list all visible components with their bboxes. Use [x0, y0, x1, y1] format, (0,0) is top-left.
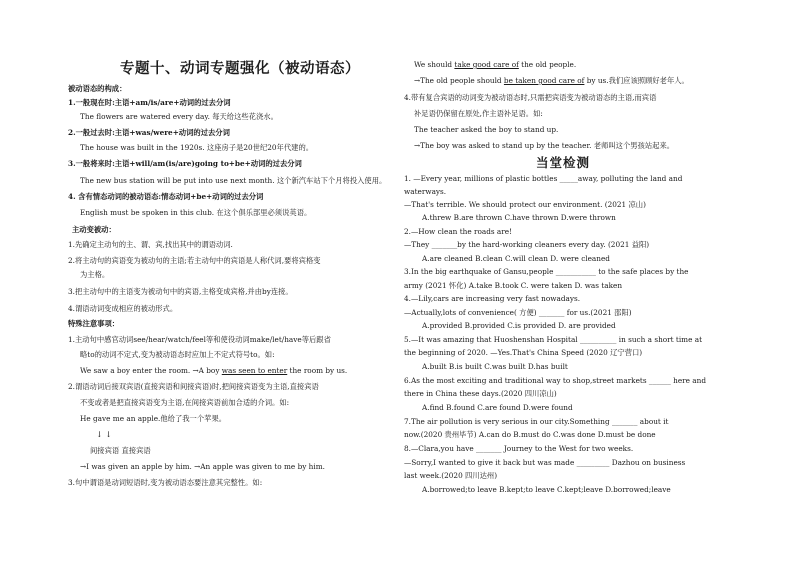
question-line: 8.—Clara,you have _______ Journey to the West for two weeks. — [404, 444, 634, 453]
form-example: The new bus station will be put into use next month. 这个新汽车站下个月将投入使用。 — [80, 176, 387, 185]
question-line: there in China these days.(2020 四川凉山) — [404, 389, 557, 398]
section-title: 当堂检测 — [536, 155, 591, 170]
special-text: 不变或者是把直接宾语变为主语,在间接宾语前加合适的介词。如: — [80, 398, 290, 407]
example-text: We saw a boy enter the room. →A boy — [80, 366, 222, 375]
answer-options: A.provided B.provided C.is provided D. are provided — [422, 321, 616, 330]
example-text: by us.我们应该照顾好老年人。 — [584, 76, 689, 85]
object-labels: 间接宾语 直接宾语 — [90, 446, 151, 455]
special-example — [414, 60, 576, 70]
page-title: 专题十、动词专题强化（被动语态） — [120, 60, 360, 77]
underlined-phrase: was seen to enter — [221, 366, 288, 375]
convert-step: 为主格。 — [80, 270, 110, 279]
question-line: 6.As the most exciting and traditional way to shop,street markets ______ here and — [404, 376, 706, 385]
special-text: 4.带有复合宾语的动词变为被动语态时,只需把宾语变为被动语态的主语,而宾语 — [404, 93, 657, 102]
convert-step: 2.将主动句的宾语变为被动句的主语;若主动句中的宾语是人称代词,要将宾格变 — [68, 256, 321, 265]
question-line: waterways. — [404, 187, 447, 196]
question-line: 5.—It was amazing that Huoshenshan Hospital __________ in such a short time at — [404, 335, 703, 344]
convert-heading: 主动变被动： — [72, 225, 116, 234]
answer-options: A.threw B.are thrown C.have thrown D.were thrown — [422, 213, 616, 222]
question-line: 1. —Every year, millions of plastic bottles _____away, polluting the land and — [404, 174, 683, 183]
convert-step: 3.把主动句中的主语变为被动句中的宾语,主格变成宾格,并由by连接。 — [68, 287, 293, 296]
forms-heading: 被动语态的构成： — [68, 84, 127, 93]
question-line: the beginning of 2020. —Yes.That's China Speed (2020 辽宁营口) — [404, 348, 643, 357]
answer-options: A.borrowed;to leave B.kept;to leave C.kept;leave D.borrowed;leave — [422, 485, 671, 494]
question-line: 2.—How clean the roads are! — [404, 227, 513, 236]
form-example: The house was built in the 1920s. 这座房子是20世纪20年代建的。 — [80, 143, 314, 152]
convert-step: 1.先确定主动句的主、谓、宾,找出其中的谓语动词. — [68, 240, 233, 249]
form-rule: 2.一般过去时:主语+was/were+动词的过去分词 — [68, 128, 230, 137]
answer-options: A.find B.found C.are found D.were found — [422, 403, 573, 412]
down-arrow-icon: ↓ ↓ — [96, 430, 112, 439]
special-example — [80, 366, 347, 376]
question-line: last week.(2020 四川达州) — [404, 471, 498, 480]
example-text: →The old people should — [414, 76, 504, 85]
underlined-phrase: take good care of — [454, 60, 519, 69]
question-line: army (2021 怀化) A.take B.took C. were taken D. was taken — [404, 281, 623, 290]
question-line: —Sorry,I wanted to give it back but was made _________ Dazhou on business — [404, 458, 686, 467]
special-example: The teacher asked the boy to stand up. — [414, 125, 559, 134]
special-text: 略to的动词不定式,变为被动语态时应加上不定式符号to。如: — [80, 350, 275, 359]
special-text: 补足语仍保留在原处,作主语补足语。如: — [414, 109, 543, 118]
question-line: —They _______by the hard-working cleaners every day. (2021 益阳) — [404, 240, 650, 249]
form-rule: 1.一般现在时:主语+am/is/are+动词的过去分词 — [68, 98, 231, 107]
underlined-phrase: be taken good care of — [503, 76, 585, 85]
special-example: →I was given an apple by him. →An apple was given to me by him. — [80, 462, 325, 471]
question-line: 4.—Lily,cars are increasing very fast nowadays. — [404, 294, 581, 303]
example-text: the old people. — [518, 60, 577, 69]
convert-step: 4.谓语动词变成相应的被动形式。 — [68, 304, 178, 313]
special-example: He gave me an apple.他给了我一个苹果。 — [80, 414, 227, 423]
answer-options: A.are cleaned B.clean C.will clean D. were cleaned — [422, 254, 610, 263]
special-heading: 特殊注意事项： — [68, 319, 120, 328]
question-line: 7.The air pollution is very serious in our city.Something _______ about it — [404, 417, 669, 426]
question-line: now.(2020 贵州毕节) A.can do B.must do C.was done D.must be done — [404, 430, 656, 439]
special-text: 1.主动句中感官动词see/hear/watch/feel等和使役动词make/let/have等后跟省 — [68, 335, 331, 344]
form-rule: 3.一般将来时:主语+will/am(is/are)going to+be+动词的过去分词 — [68, 159, 302, 168]
special-text: 3.句中谓语是动词短语时,变为被动语态要注意其完整性。如: — [68, 478, 263, 487]
special-example: →The boy was asked to stand up by the teacher. 老师叫这个男孩站起来。 — [414, 141, 675, 150]
question-line: 3.In the big earthquake of Gansu,people ___________ to the safe places by the — [404, 267, 689, 276]
example-text: We should — [414, 60, 455, 69]
form-example: The flowers are watered every day. 每天给这些花浇水。 — [80, 112, 278, 121]
special-example — [414, 76, 689, 86]
form-rule: 4. 含有情态动词的被动语态:情态动词+be+动词的过去分词 — [68, 192, 264, 201]
question-line: —Actually,lots of convenience( 方便) _______ for us.(2021 邵阳) — [404, 308, 632, 317]
question-line: —That's terrible. We should protect our environment. (2021 凉山) — [404, 200, 646, 209]
form-example: English must be spoken in this club. 在这个俱乐部里必须说英语。 — [80, 208, 312, 217]
answer-options: A.built B.is built C.was built D.has built — [422, 362, 568, 371]
special-text: 2.谓语动词后接双宾语(直接宾语和间接宾语)时,把间接宾语变为主语,直接宾语 — [68, 382, 319, 391]
example-text: the room by us. — [287, 366, 348, 375]
